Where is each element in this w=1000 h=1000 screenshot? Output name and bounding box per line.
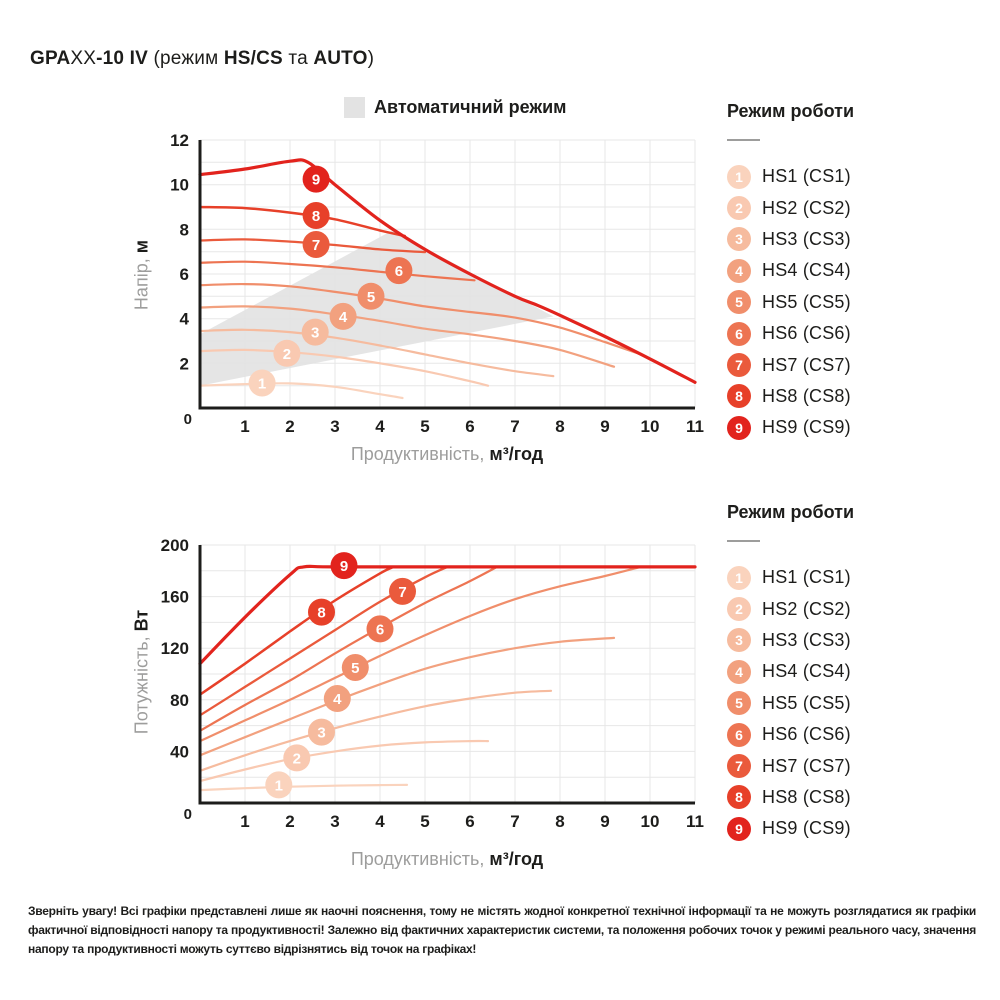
legend-item-hs3	[727, 224, 947, 255]
legend-item-label: HS6 (CS6)	[762, 724, 851, 745]
origin-tick-label: 0	[183, 806, 192, 823]
legend-badge-6: 6	[727, 723, 751, 747]
legend-badge-9: 9	[727, 416, 751, 440]
legend-badge-5: 5	[727, 691, 751, 715]
legend-badge-5: 5	[727, 290, 751, 314]
legend-item-label: HS3 (CS3)	[762, 629, 851, 650]
legend-badge-4: 4	[727, 660, 751, 684]
y-axis-label-power	[132, 610, 153, 734]
x-tick-label: 11	[686, 417, 704, 436]
curve-badge-number: 1	[274, 777, 283, 795]
disclaimer-text: Зверніть увагу! Всі графіки представлені лише як наочні пояснення, тому не містять жодної конкретної технічної інформації та не можуть розглядатися як графіки фактичної відповідності напору та продуктивності! Залежно від фактичних характеристик системи, та положення робочих точок у режимі реального часу, значення напору та продуктивності можуть суттєво відрізнятись від точок на графіках!	[28, 904, 976, 956]
legend-item-hs2	[727, 192, 947, 223]
legend-item-hs4	[727, 255, 947, 286]
title-part: GPA	[30, 48, 71, 69]
title-part: (режим	[148, 48, 224, 69]
curve-badge-number: 4	[333, 691, 342, 708]
x-tick-label: 1	[240, 417, 250, 436]
x-tick-label: 2	[285, 417, 295, 436]
legend-badge-8: 8	[727, 384, 751, 408]
power-chart-svg	[120, 497, 760, 893]
x-tick-label: 9	[600, 812, 610, 831]
legend-item-hs9	[727, 813, 947, 844]
legend-item-label: HS7 (CS7)	[762, 354, 851, 375]
curve-hs3	[200, 691, 551, 771]
legend-badge-8: 8	[727, 785, 751, 809]
curve-badge-number: 2	[282, 345, 292, 363]
x-tick-label: 6	[465, 812, 475, 831]
curve-hs2	[200, 741, 488, 781]
legend-item-label: HS5 (CS5)	[762, 291, 851, 312]
y-tick-label: 160	[160, 587, 189, 607]
x-tick-label: 4	[375, 417, 385, 436]
legend-badge-2: 2	[727, 196, 751, 220]
x-axis-label-gray: Продуктивність,	[350, 849, 485, 869]
title-part: AUTO	[313, 48, 368, 69]
legend-item-label: HS4 (CS4)	[762, 661, 851, 682]
legend-badge-7: 7	[727, 754, 751, 778]
y-tick-label: 120	[160, 639, 189, 659]
legend-divider	[727, 139, 760, 141]
legend-item-label: HS3 (CS3)	[762, 228, 851, 249]
y-tick-label: 8	[179, 220, 189, 240]
mode-legend-items	[727, 161, 947, 444]
legend-item-label: HS9 (CS9)	[762, 417, 851, 438]
curve-badge-number: 7	[398, 583, 407, 601]
legend-badge-3: 3	[727, 628, 751, 652]
legend-item-hs2	[727, 593, 947, 624]
title-part: HS/CS	[223, 48, 283, 69]
curve-hs1	[200, 785, 407, 790]
curve-hs5	[200, 567, 641, 741]
mode-legend-bottom	[727, 502, 947, 845]
legend-badge-6: 6	[727, 322, 751, 346]
x-tick-label: 6	[465, 417, 475, 436]
y-tick-label: 2	[179, 354, 189, 374]
y-tick-label: 200	[160, 536, 189, 555]
mode-legend-top	[727, 101, 947, 444]
curve-badge-number: 8	[317, 604, 326, 622]
x-tick-label: 10	[640, 417, 660, 436]
legend-item-label: HS4 (CS4)	[762, 260, 851, 281]
legend-item-hs8	[727, 381, 947, 412]
curve-badge-number: 4	[338, 308, 348, 326]
mode-legend-items	[727, 562, 947, 845]
y-tick-label: 10	[170, 175, 189, 195]
legend-badge-1: 1	[727, 566, 751, 590]
x-axis-label-unit: м³/год	[489, 849, 544, 869]
x-tick-label: 5	[420, 417, 430, 436]
y-tick-label: 12	[170, 131, 189, 150]
title-part: )	[367, 48, 375, 69]
head-chart-svg	[120, 92, 760, 488]
y-axis-label-unit: м	[131, 239, 152, 254]
mode-legend-title: Режим роботи	[727, 502, 855, 522]
curve-badge-number: 8	[311, 208, 321, 225]
head-flow-chart	[120, 92, 760, 488]
x-tick-label: 3	[330, 417, 340, 436]
curve-hs8	[200, 207, 405, 236]
legend-item-label: HS1 (CS1)	[762, 567, 851, 588]
legend-item-hs1	[727, 161, 947, 192]
y-tick-label: 40	[170, 742, 189, 762]
legend-item-hs5	[727, 688, 947, 719]
legend-item-hs5	[727, 287, 947, 318]
x-tick-label: 5	[420, 812, 430, 831]
y-axis-label-unit: Вт	[131, 609, 152, 632]
x-tick-label: 4	[375, 812, 385, 831]
curve-badge-number: 3	[311, 324, 320, 342]
curve-badge-number: 6	[394, 263, 404, 281]
legend-item-label: HS2 (CS2)	[762, 598, 851, 619]
auto-mode-label: Автоматичний режим	[374, 97, 567, 117]
legend-badge-1: 1	[727, 165, 751, 189]
legend-item-hs3	[727, 625, 947, 656]
curve-hs9	[200, 566, 695, 663]
x-axis-label-flow	[247, 444, 647, 465]
legend-item-label: HS1 (CS1)	[762, 166, 851, 187]
curve-badge-number: 6	[375, 621, 385, 639]
legend-badge-3: 3	[727, 227, 751, 251]
legend-item-label: HS2 (CS2)	[762, 197, 851, 218]
x-tick-label: 11	[686, 812, 704, 831]
x-tick-label: 10	[640, 812, 660, 831]
x-axis-label-gray: Продуктивність,	[350, 444, 485, 464]
legend-item-label: HS8 (CS8)	[762, 786, 851, 807]
legend-item-hs9	[727, 412, 947, 443]
legend-badge-2: 2	[727, 597, 751, 621]
title-part: -10 IV	[96, 48, 149, 69]
y-tick-label: 4	[179, 309, 189, 329]
legend-item-hs4	[727, 656, 947, 687]
curve-badge-number: 3	[317, 724, 326, 742]
curve-badge-number: 7	[311, 237, 321, 254]
legend-item-hs1	[727, 562, 947, 593]
legend-divider	[727, 540, 760, 542]
x-tick-label: 9	[600, 417, 610, 436]
legend-badge-7: 7	[727, 353, 751, 377]
power-flow-chart	[120, 497, 760, 893]
origin-tick-label: 0	[183, 411, 192, 428]
x-axis-label-flow	[247, 849, 647, 870]
legend-item-label: HS9 (CS9)	[762, 818, 851, 839]
title-part: та	[282, 48, 314, 69]
legend-item-label: HS7 (CS7)	[762, 755, 851, 776]
x-tick-label: 3	[330, 812, 340, 831]
curve-badge-number: 1	[257, 375, 267, 393]
page-title	[30, 48, 374, 70]
legend-item-label: HS5 (CS5)	[762, 692, 851, 713]
legend-badge-4: 4	[727, 259, 751, 283]
y-axis-label-gray: Потужність,	[131, 636, 152, 735]
x-tick-label: 8	[555, 417, 565, 436]
legend-item-hs7	[727, 750, 947, 781]
legend-item-hs8	[727, 782, 947, 813]
curve-badge-number: 9	[339, 558, 349, 576]
legend-item-label: HS6 (CS6)	[762, 323, 851, 344]
legend-item-hs6	[727, 719, 947, 750]
x-tick-label: 2	[285, 812, 295, 831]
y-axis-label-gray: Напір,	[131, 258, 152, 311]
y-tick-label: 80	[170, 690, 189, 710]
x-axis-label-unit: м³/год	[489, 444, 544, 464]
x-tick-label: 8	[555, 812, 565, 831]
x-tick-label: 1	[240, 812, 250, 831]
legend-item-hs7	[727, 349, 947, 380]
mode-legend-title: Режим роботи	[727, 101, 855, 121]
curve-badge-number: 5	[351, 660, 360, 677]
title-part: XX	[70, 48, 97, 69]
curve-badge-number: 9	[311, 171, 321, 189]
legend-item-label: HS8 (CS8)	[762, 385, 851, 406]
x-tick-label: 7	[510, 812, 520, 831]
curve-badge-number: 2	[292, 750, 301, 768]
curve-badge-number: 5	[366, 288, 376, 306]
legend-item-hs6	[727, 318, 947, 349]
y-axis-label-head	[132, 240, 153, 310]
legend-badge-9: 9	[727, 817, 751, 841]
x-tick-label: 7	[510, 417, 520, 436]
y-tick-label: 6	[179, 265, 189, 284]
